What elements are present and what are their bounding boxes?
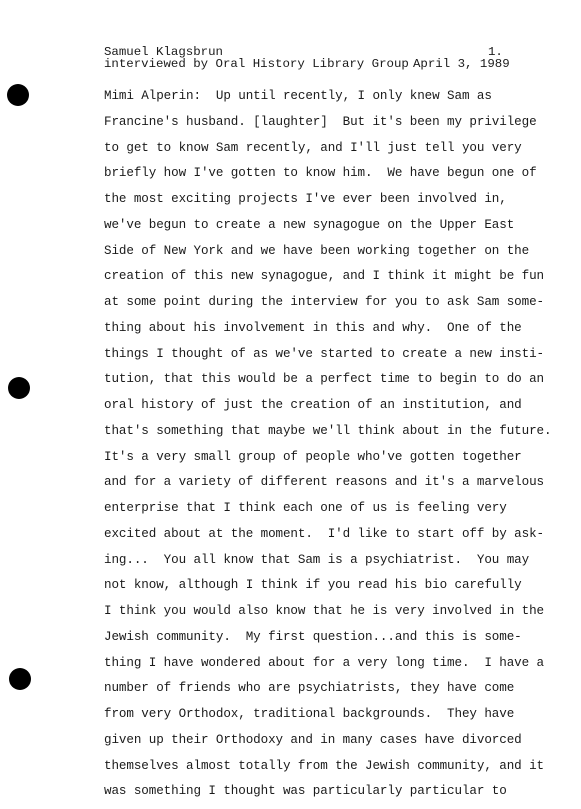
transcript-line: we've begun to create a new synagogue on the Upper East	[104, 217, 515, 232]
transcript-line: things I thought of as we've started to create a new insti-	[104, 346, 544, 361]
transcript-line: thing I have wondered about for a very long time. I have a	[104, 655, 544, 670]
transcript-line: at some point during the interview for you to ask Sam some-	[104, 295, 544, 309]
transcript-line: not know, although I think if you read his bio carefully	[104, 578, 522, 593]
transcript-line: briefly how I've gotten to know him. We have begun one of	[104, 166, 537, 181]
interview-subtitle: interviewed by Oral History Library Group	[104, 57, 409, 71]
transcript-line: creation of this new synagogue, and I think it might be fun	[104, 269, 544, 284]
transcript-line: was something I thought was particularly particular to	[104, 784, 507, 799]
transcript-line: It's a very small group of people who've gotten together	[104, 449, 522, 464]
transcript-line: Francine's husband. [laughter] But it's been my privilege	[104, 114, 537, 129]
interviewee-name: Samuel Klagsbrun	[104, 45, 223, 59]
transcript-line: tution, that this would be a perfect time to begin to do an	[104, 372, 544, 387]
transcript-line: I think you would also know that he is very involved in the	[104, 604, 544, 618]
transcript-line: excited about at the moment. I'd like to start off by ask-	[104, 526, 544, 541]
punch-hole	[7, 84, 29, 106]
transcript-line: oral history of just the creation of an institution, and	[104, 398, 522, 412]
transcript-line: from very Orthodox, traditional backgrounds. They have	[104, 707, 515, 721]
transcript-line: ing... You all know that Sam is a psychiatrist. You may	[104, 552, 530, 567]
transcript-line: number of friends who are psychiatrists, they have come	[104, 681, 515, 696]
transcript-line: Side of New York and we have been working together on the	[104, 243, 530, 258]
interview-date: April 3, 1989	[413, 57, 510, 71]
transcript-line: Jewish community. My first question...and this is some-	[104, 629, 522, 644]
page-number: 1.	[488, 45, 503, 59]
transcript-line: enterprise that I think each one of us is feeling very	[104, 501, 507, 515]
transcript-body	[104, 88, 574, 809]
transcript-line: Mimi Alperin: Up until recently, I only knew Sam as	[104, 89, 492, 103]
punch-hole	[9, 668, 31, 690]
transcript-line: themselves almost totally from the Jewish community, and it	[104, 758, 544, 773]
transcript-line: that's something that maybe we'll think about in the future.	[104, 423, 552, 438]
transcript-line: given up their Orthodoxy and in many cases have divorced	[104, 732, 522, 747]
transcript-line: to get to know Sam recently, and I'll just tell you very	[104, 140, 522, 155]
transcript-line: thing about his involvement in this and why. One of the	[104, 320, 522, 335]
transcript-line: the most exciting projects I've ever been involved in,	[104, 192, 507, 206]
punch-hole	[8, 377, 30, 399]
transcript-line: and for a variety of different reasons and it's a marvelous	[104, 475, 544, 490]
